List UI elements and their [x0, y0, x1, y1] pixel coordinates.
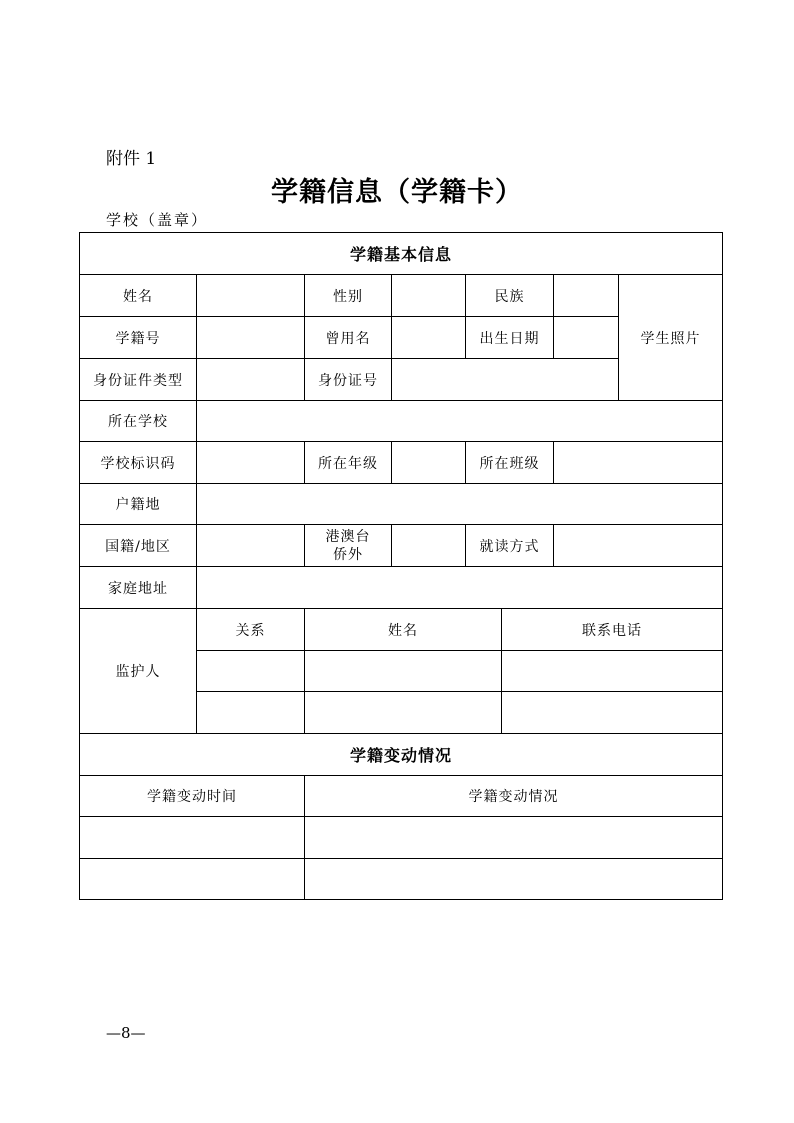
guardian-col-phone: 联系电话: [502, 609, 723, 651]
field-id-number[interactable]: [392, 359, 619, 401]
field-name[interactable]: [197, 275, 305, 317]
field-class[interactable]: [554, 442, 723, 484]
label-grade: 所在年级: [305, 442, 392, 484]
change-time-field[interactable]: [80, 817, 305, 859]
field-grade[interactable]: [392, 442, 466, 484]
guardian-relation-field[interactable]: [197, 651, 305, 692]
hmt-line1: 港澳台: [325, 528, 371, 545]
photo-area[interactable]: 学生照片: [619, 275, 723, 401]
field-gender[interactable]: [392, 275, 466, 317]
guardian-phone-field[interactable]: [502, 692, 723, 734]
attachment-label: 附件 1: [106, 149, 157, 169]
field-school-code[interactable]: [197, 442, 305, 484]
change-detail-field[interactable]: [305, 859, 723, 900]
label-student-id: 学籍号: [80, 317, 197, 359]
label-former-name: 曾用名: [305, 317, 392, 359]
label-id-number: 身份证号: [305, 359, 392, 401]
changes-col-detail: 学籍变动情况: [305, 776, 723, 817]
field-study-mode[interactable]: [554, 525, 723, 567]
field-former-name[interactable]: [392, 317, 466, 359]
guardian-col-name: 姓名: [305, 609, 502, 651]
label-hmt-overseas: [305, 525, 392, 567]
field-student-id[interactable]: [197, 317, 305, 359]
change-time-field[interactable]: [80, 859, 305, 900]
guardian-phone-field[interactable]: [502, 651, 723, 692]
label-household: 户籍地: [80, 484, 197, 525]
page-number: —8—: [106, 1024, 146, 1042]
label-school-code: 学校标识码: [80, 442, 197, 484]
field-hmt-overseas[interactable]: [392, 525, 466, 567]
label-birth-date: 出生日期: [466, 317, 554, 359]
label-school: 所在学校: [80, 401, 197, 442]
changes-row: [80, 817, 723, 859]
label-study-mode: 就读方式: [466, 525, 554, 567]
change-detail-field[interactable]: [305, 817, 723, 859]
field-birth-date[interactable]: [554, 317, 619, 359]
field-home-address[interactable]: [197, 567, 723, 609]
school-stamp-label: 学校（盖章）: [106, 211, 209, 229]
label-nationality: 国籍/地区: [80, 525, 197, 567]
guardian-name-field[interactable]: [305, 692, 502, 734]
changes-col-time: 学籍变动时间: [80, 776, 305, 817]
title-text: 学籍信息（学籍卡）: [271, 177, 523, 208]
hmt-line2: 侨外: [333, 546, 363, 563]
label-ethnicity: 民族: [466, 275, 554, 317]
student-record-table: [79, 232, 723, 900]
label-id-type: 身份证件类型: [80, 359, 197, 401]
label-home-address: 家庭地址: [80, 567, 197, 609]
guardian-name-field[interactable]: [305, 651, 502, 692]
guardian-relation-field[interactable]: [197, 692, 305, 734]
label-name: 姓名: [80, 275, 197, 317]
field-id-type[interactable]: [197, 359, 305, 401]
section-changes: 学籍变动情况: [80, 734, 723, 776]
label-guardian: 监护人: [80, 609, 197, 734]
field-nationality[interactable]: [197, 525, 305, 567]
field-ethnicity[interactable]: [554, 275, 619, 317]
field-household[interactable]: [197, 484, 723, 525]
field-school[interactable]: [197, 401, 723, 442]
label-class: 所在班级: [466, 442, 554, 484]
guardian-col-relation: 关系: [197, 609, 305, 651]
page-title: [0, 170, 794, 209]
changes-row: [80, 859, 723, 900]
section-basic-info: 学籍基本信息: [80, 233, 723, 275]
label-gender: 性别: [305, 275, 392, 317]
